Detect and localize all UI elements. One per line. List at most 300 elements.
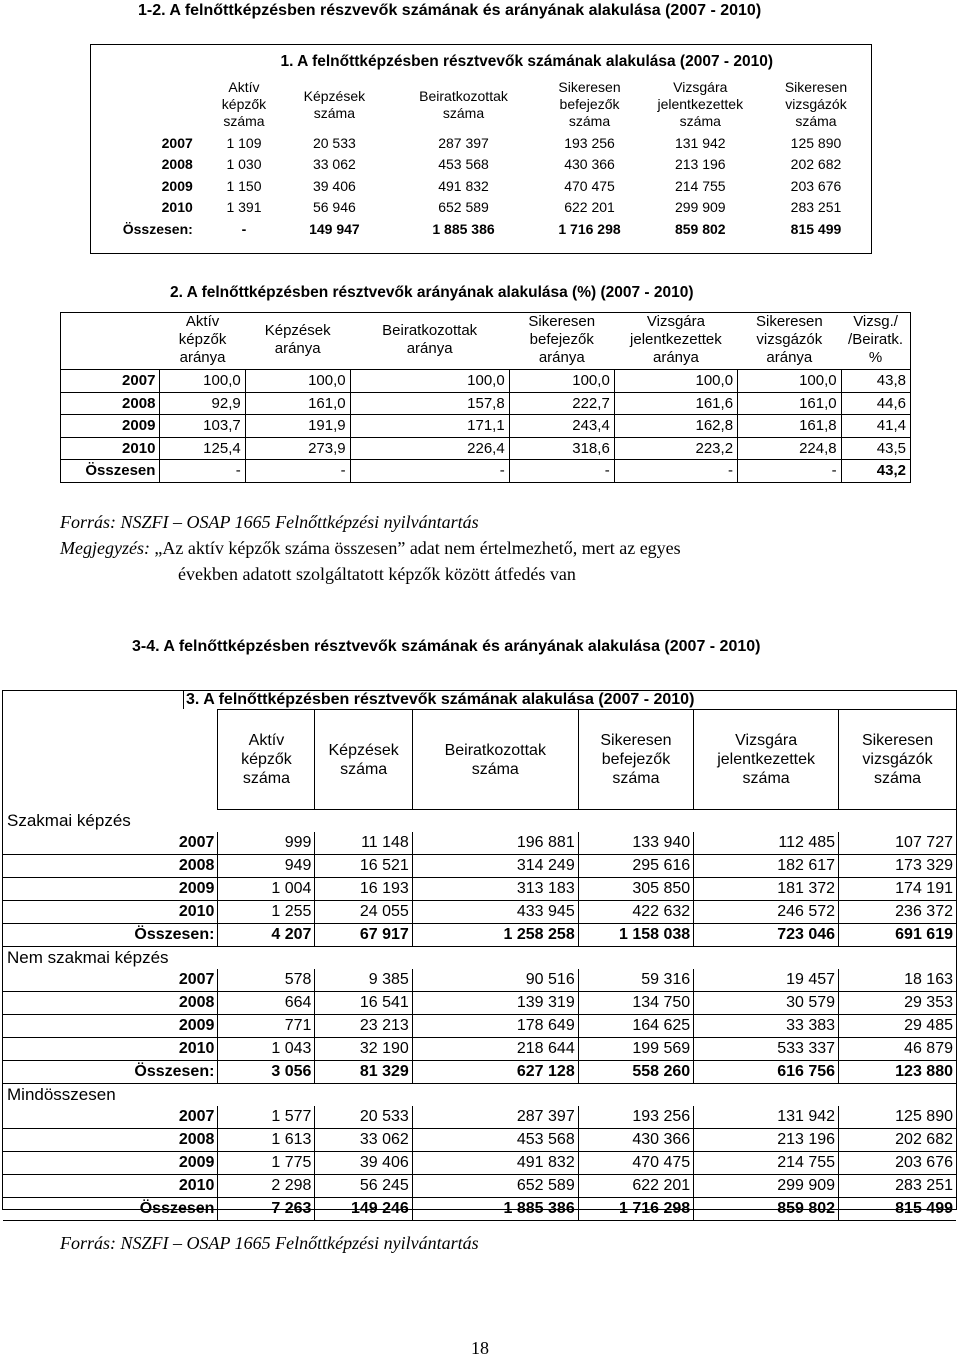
table-cell: 283 251 [839,1175,956,1198]
table-cell: 949 [218,855,315,878]
row-label: 2010 [61,437,160,460]
column-header-line: Beiratkozottak [444,741,546,759]
table-cell: - [160,460,245,483]
table-cell: 30 579 [694,992,839,1015]
source-note-1: Forrás: NSZFI – OSAP 1665 Felnőttképzési nyilvántartás [60,512,479,532]
table-cell: 1 004 [218,878,315,901]
column-header [614,313,737,370]
column-header-line: jelentkezettek [630,331,722,348]
table-row [91,132,871,154]
remark [60,538,681,559]
table-cell: 1 716 298 [558,220,621,237]
column-header-line: száma [340,760,388,778]
table-cell: 43,5 [841,437,910,460]
column-header [245,313,350,370]
row-label: 2007 [3,832,218,855]
row-label: 2009 [61,415,160,438]
table-cell: 453 568 [412,1129,578,1152]
table-cell: 16 193 [315,878,412,901]
table-row [61,392,911,415]
column-header-line: befejezők [529,331,594,348]
table-cell: 616 756 [694,1061,839,1084]
table-cell: 44,6 [841,392,910,415]
table-cell: 287 397 [412,1106,578,1129]
column-header-line: aránya [406,340,453,357]
row-label: 2007 [3,969,218,992]
table-cell: 133 940 [578,832,693,855]
column-header [218,710,315,810]
table-cell: 100,0 [160,370,245,393]
table-cell: 691 619 [839,924,956,947]
table-cell: 20 533 [312,134,356,151]
table-cell: 24 055 [315,901,412,924]
table-cell: 20 533 [315,1106,412,1129]
table-cell: 627 128 [412,1061,578,1084]
column-header-line: száma [568,113,611,129]
table-cell: 100,0 [350,370,509,393]
table-cell: 287 397 [438,134,489,151]
table-row [61,415,911,438]
table-cell: 125 890 [839,1106,956,1129]
table-cell: 56 245 [315,1175,412,1198]
column-header-line: befejezők [601,751,671,768]
column-header-line: Képzések [328,741,399,759]
row-label: 2007 [61,370,160,393]
table-cell: - [245,460,350,483]
column-header-line: aránya [538,349,585,366]
row-label: Összesen [61,460,160,483]
table-cell: 652 589 [438,199,489,216]
table-total-row [61,460,911,483]
table-cell: 299 909 [674,199,726,216]
table-cell: 664 [218,992,315,1015]
column-header-line: képzők [178,331,227,348]
table-row [3,878,956,901]
table-cell: 859 802 [694,1198,839,1221]
column-header [839,710,956,810]
table-1 [91,79,871,240]
column-header-line: vizsgázók [756,331,823,348]
table-cell: 149 947 [309,220,360,237]
row-label: 2010 [3,901,218,924]
table-cell: 23 213 [315,1015,412,1038]
column-header [412,710,578,810]
group-label: Nem szakmai képzés [7,948,169,967]
table-cell: 622 201 [564,199,615,216]
table-cell: 125,4 [160,437,245,460]
column-header-line: száma [242,770,290,787]
table-cell: 1 775 [218,1152,315,1175]
column-header [281,79,387,132]
table-cell: 90 516 [412,969,578,992]
table-cell: 178 649 [412,1015,578,1038]
column-header-line: /Beiratk. [848,331,904,348]
remark-label: Megjegyzés: [60,538,150,558]
table-cell: 771 [218,1015,315,1038]
table-cell: 226,4 [350,437,509,460]
table-cell: - [350,460,509,483]
column-header-line: képzők [241,751,292,768]
table-cell: 19 457 [694,969,839,992]
table-cell: 430 366 [564,156,615,173]
table-cell: 29 353 [839,992,956,1015]
table-cell: 246 572 [694,901,839,924]
remark-line-2: években adatott szolgáltatott képzők között átfedés van [178,564,576,584]
table-1-caption: 1. A felnőttképzésben résztvevők számának alakulása (2007 - 2010) [280,53,773,70]
table-cell: - [241,220,247,237]
column-header-line: száma [313,104,355,121]
table-cell: 999 [218,832,315,855]
table-cell: 4 207 [218,924,315,947]
source-note-2: Forrás: NSZFI – OSAP 1665 Felnőttképzési nyilvántartás [60,1233,479,1253]
column-header-line: száma [223,113,265,129]
table-cell: 470 475 [564,177,615,194]
table-cell: 1 258 258 [412,924,578,947]
column-header [738,313,842,370]
column-header-line: % [868,349,883,366]
column-header [207,79,281,132]
table-row [91,154,871,176]
table-cell: 33 062 [312,156,356,173]
table-row [3,901,956,924]
column-header-line: száma [612,770,660,787]
page-number: 18 [471,1338,489,1358]
table-cell: 1 885 386 [412,1198,578,1221]
header-corner [61,313,160,370]
table-cell: 430 366 [578,1129,693,1152]
table-cell: 193 256 [564,134,615,151]
header-corner [91,79,207,132]
table-cell: 161,0 [245,392,350,415]
table-cell: 92,9 [160,392,245,415]
table-cell: 2 298 [218,1175,315,1198]
table-cell: 299 909 [694,1175,839,1198]
table-cell: 18 163 [839,969,956,992]
table-cell: 243,4 [509,415,614,438]
table-cell: 236 372 [839,901,956,924]
table-row [91,175,871,197]
table-cell: 149 246 [315,1198,412,1221]
table-3-header-row [3,710,956,810]
row-label: Összesen: [3,924,218,947]
table-cell: 1 030 [226,156,262,173]
table-cell: 7 263 [218,1198,315,1221]
table-cell: 1 885 386 [432,220,495,237]
table-cell: 39 406 [312,177,356,194]
row-label: 2008 [3,855,218,878]
column-header-line: száma [873,770,922,787]
column-header-line: aránya [274,340,321,357]
column-header-line: Vizsg./ [853,313,898,330]
table-cell: 723 046 [694,924,839,947]
column-header-line: Aktív [185,313,220,330]
row-label: Összesen [3,1198,218,1221]
row-label: 2009 [3,1015,218,1038]
table-cell: 202 682 [790,156,842,173]
table-cell: 171,1 [350,415,509,438]
column-header-line: Aktív [248,732,285,749]
table-cell: 283 251 [790,199,842,216]
table-row [3,1106,956,1129]
row-label: 2008 [3,1129,218,1152]
table-cell: 29 485 [839,1015,956,1038]
table-cell: 123 880 [839,1061,956,1084]
table-cell: 100,0 [245,370,350,393]
column-header [761,79,871,132]
table-row [3,969,956,992]
row-label: 2008 [3,992,218,1015]
table-cell: 314 249 [412,855,578,878]
section-heading-1-2: 1-2. A felnőttképzésben részvevők számának és arányának alakulása (2007 - 2010) [138,2,762,19]
table-cell: 81 329 [315,1061,412,1084]
column-header-line: jelentkezettek [717,751,816,768]
column-header-line: Képzések [303,87,366,104]
column-header-line: száma [442,104,485,121]
table-3-caption: 3. A felnőttképzésben résztvevők számának alakulása (2007 - 2010) [186,691,695,708]
table-cell: 1 158 038 [578,924,693,947]
table-cell: 218 644 [412,1038,578,1061]
group-row [3,1084,956,1107]
column-header [539,79,639,132]
table-cell: 213 196 [674,156,726,173]
table-cell: 161,0 [738,392,842,415]
table-cell: 161,6 [614,392,737,415]
table-cell: 125 890 [790,134,842,151]
header-corner [3,710,218,810]
table-1-header-row [91,79,871,132]
column-header-line: Vizsgára [735,732,798,749]
table-total-row [91,218,871,240]
table-row [3,1038,956,1061]
section-heading-3-4: 3-4. A felnőttképzésben résztvevők számának és arányának alakulása (2007 - 2010) [132,638,761,655]
column-header [350,313,509,370]
table-cell: 1 716 298 [578,1198,693,1221]
table-cell: - [509,460,614,483]
table-cell: 295 616 [578,855,693,878]
table-row [61,437,911,460]
caption-divider [183,691,184,709]
column-header-line: Aktív [228,79,260,95]
table-cell: 491 832 [438,177,489,194]
table-cell: 224,8 [738,437,842,460]
table-row [3,1015,956,1038]
row-label: 2009 [3,878,218,901]
column-header-line: Sikeresen [861,732,934,749]
column-header-line: aránya [179,349,226,366]
table-cell: 193 256 [578,1106,693,1129]
table-row [91,197,871,219]
row-label: 2010 [3,1175,218,1198]
table-cell: 815 499 [790,220,842,237]
table-cell: 33 062 [315,1129,412,1152]
table-cell: 131 942 [694,1106,839,1129]
group-row [3,947,956,970]
column-header-line: Sikeresen [600,732,672,749]
row-label: Összesen: [3,1061,218,1084]
table-cell: - [614,460,737,483]
row-label: Összesen: [122,220,193,237]
column-header-line: Vizsgára [673,79,728,95]
column-header-line: aránya [766,349,813,366]
table-cell: 622 201 [578,1175,693,1198]
table-cell: 491 832 [412,1152,578,1175]
table-cell: 162,8 [614,415,737,438]
table-cell: 39 406 [315,1152,412,1175]
table-cell: 181 372 [694,878,839,901]
row-label: 2007 [161,134,193,151]
table-cell: 16 541 [315,992,412,1015]
table-total-row [3,1061,956,1084]
table-cell: 3 056 [218,1061,315,1084]
column-header [388,79,540,132]
row-label: 2010 [161,199,193,216]
column-header-line: jelentkezettek [657,96,744,112]
table-cell: 59 316 [578,969,693,992]
table-cell: 199 569 [578,1038,693,1061]
table-cell: 652 589 [412,1175,578,1198]
table-cell: 470 475 [578,1152,693,1175]
table-cell: 558 260 [578,1061,693,1084]
table-3-frame [2,690,957,1217]
table-cell: 273,9 [245,437,350,460]
table-cell: 1 391 [226,199,262,216]
table-cell: 11 148 [315,832,412,855]
remark-line-1: „Az aktív képzők száma összesen” adat nem értelmezhető, mert az egyes [154,538,681,558]
column-header-line: száma [471,760,519,778]
table-cell: 43,2 [841,460,910,483]
table-cell: 1 150 [226,177,262,194]
table-cell: 139 319 [412,992,578,1015]
column-header-line: Sikeresen [784,79,848,95]
table-row [61,370,911,393]
table-row [3,832,956,855]
table-cell: - [738,460,842,483]
table-cell: 213 196 [694,1129,839,1152]
table-cell: 157,8 [350,392,509,415]
table-cell: 815 499 [839,1198,956,1221]
column-header-line: Vizsgára [646,313,705,330]
table-cell: 174 191 [839,878,956,901]
column-header-line: száma [742,770,790,787]
column-header [640,79,761,132]
table-cell: 100,0 [614,370,737,393]
table-cell: 196 881 [412,832,578,855]
row-label: 2008 [161,156,193,173]
table-total-row [3,924,956,947]
table-cell: 1 255 [218,901,315,924]
column-header-line: Beiratkozottak [419,87,508,104]
column-header-line: vizsgázók [785,96,847,112]
table-total-row [3,1198,956,1221]
table-row [3,1129,956,1152]
table-cell: 41,4 [841,415,910,438]
table-cell: 131 942 [674,134,726,151]
table-cell: 578 [218,969,315,992]
table-cell: 223,2 [614,437,737,460]
table-cell: 202 682 [839,1129,956,1152]
table-cell: 222,7 [509,392,614,415]
table-3 [3,709,956,1221]
column-header-line: aránya [652,349,699,366]
column-header [841,313,910,370]
table-cell: 1 043 [218,1038,315,1061]
table-cell: 161,8 [738,415,842,438]
table-cell: 203 676 [790,177,842,194]
table-cell: 16 521 [315,855,412,878]
table-row [3,1152,956,1175]
column-header [578,710,693,810]
table-cell: 1 577 [218,1106,315,1129]
table-cell: 56 946 [312,199,356,216]
table-cell: 313 183 [412,878,578,901]
table-cell: 164 625 [578,1015,693,1038]
table-cell: 32 190 [315,1038,412,1061]
column-header [160,313,245,370]
column-header-line: száma [679,113,721,129]
table-cell: 318,6 [509,437,614,460]
table-cell: 112 485 [694,832,839,855]
table-row [3,855,956,878]
column-header-line: Beiratkozottak [382,322,478,339]
table-cell: 33 383 [694,1015,839,1038]
table-cell: 203 676 [839,1152,956,1175]
column-header-line: befejezők [559,96,620,112]
table-cell: 1 613 [218,1129,315,1152]
group-label: Szakmai képzés [7,811,131,830]
table-cell: 9 385 [315,969,412,992]
table-cell: 43,8 [841,370,910,393]
column-header [694,710,839,810]
row-label: 2009 [161,177,193,194]
column-header-line: képzők [221,96,267,112]
column-header [315,710,412,810]
table-cell: 191,9 [245,415,350,438]
group-row [3,810,956,833]
table-cell: 859 802 [674,220,726,237]
column-header-line: száma [795,113,837,129]
column-header-line: Sikeresen [755,313,823,330]
column-header-line: Sikeresen [528,313,596,330]
table-cell: 214 755 [694,1152,839,1175]
table-cell: 305 850 [578,878,693,901]
table-2 [60,312,911,483]
table-row [3,992,956,1015]
table-cell: 422 632 [578,901,693,924]
table-row [3,1175,956,1198]
table-cell: 100,0 [738,370,842,393]
row-label: 2008 [61,392,160,415]
column-header-line: Sikeresen [558,79,621,95]
table-cell: 182 617 [694,855,839,878]
table-cell: 103,7 [160,415,245,438]
table-cell: 134 750 [578,992,693,1015]
table-cell: 1 109 [226,134,262,151]
table-cell: 173 329 [839,855,956,878]
table-cell: 433 945 [412,901,578,924]
table-cell: 46 879 [839,1038,956,1061]
row-label: 2009 [3,1152,218,1175]
row-label: 2007 [3,1106,218,1129]
table-cell: 214 755 [674,177,726,194]
table-1-frame [90,44,872,254]
table-2-caption: 2. A felnőttképzésben résztvevők arányának alakulása (%) (2007 - 2010) [170,284,694,301]
table-2-header-row [61,313,911,370]
table-cell: 67 917 [315,924,412,947]
column-header-line: Képzések [264,322,331,339]
group-label: Mindösszesen [7,1085,116,1104]
table-cell: 100,0 [509,370,614,393]
column-header [509,313,614,370]
